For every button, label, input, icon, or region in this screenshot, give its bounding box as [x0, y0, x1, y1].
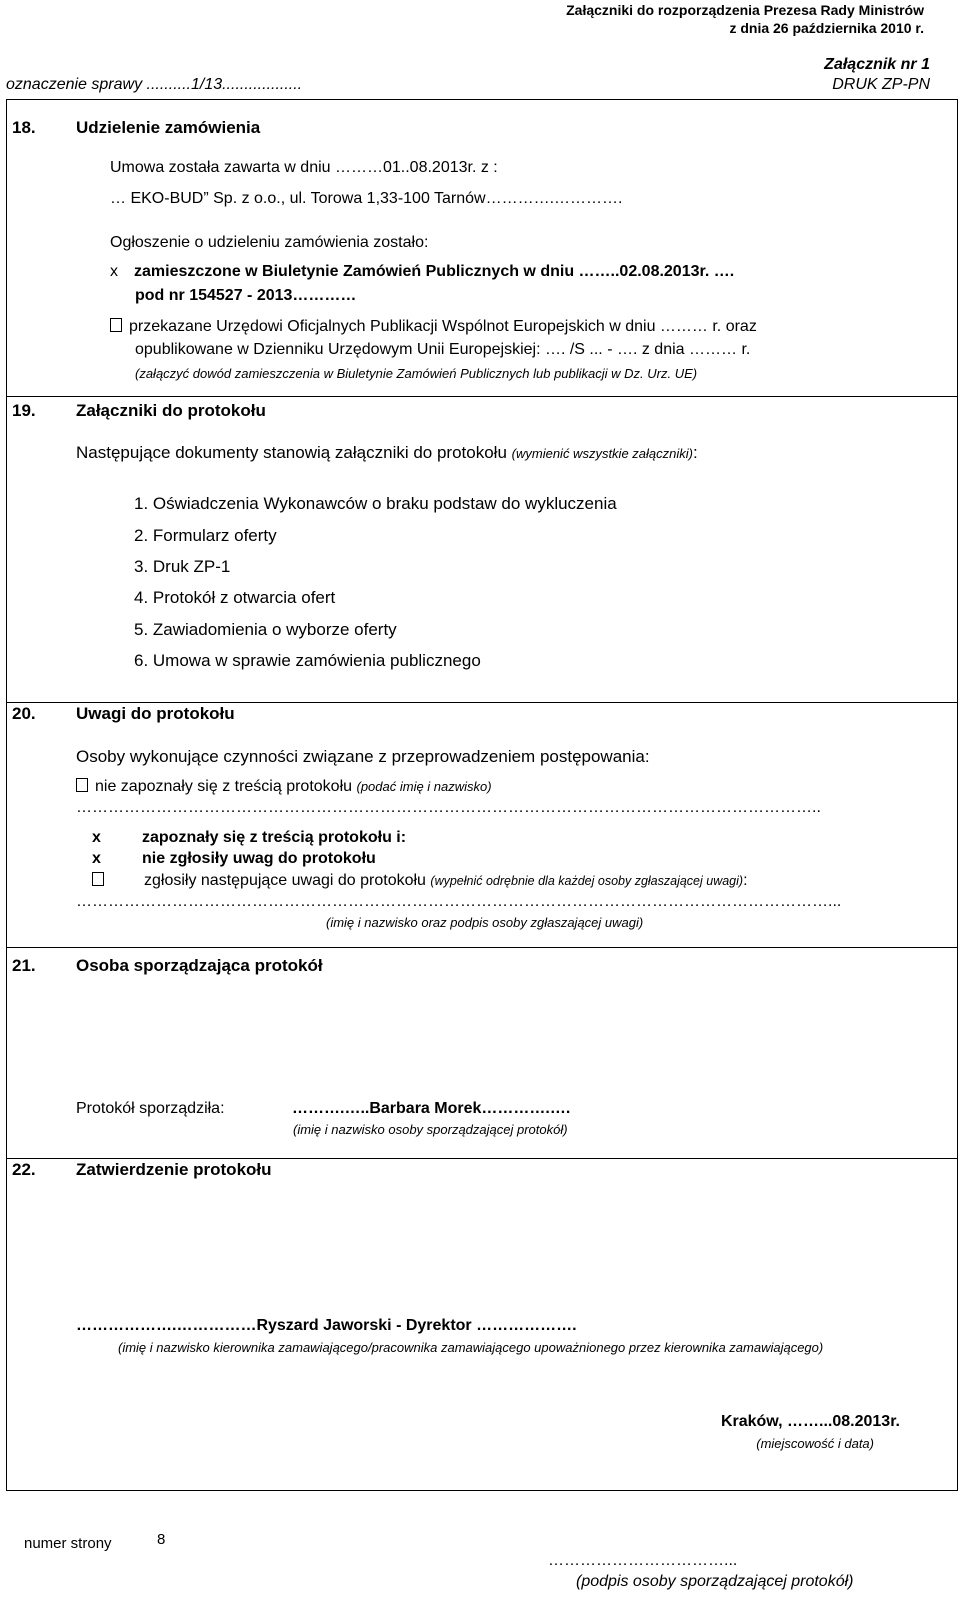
option-ojeu: [110, 318, 757, 336]
option-with-remarks: [92, 872, 748, 890]
section-title: Zatwierdzenie protokołu: [76, 1160, 272, 1179]
contractor-line: … EKO-BUD” Sp. z o.o., ul. Torowa 1,33-100 Tarnów………….………….: [110, 190, 623, 207]
section-number: 20.: [12, 704, 36, 723]
page-number: 8: [157, 1531, 166, 1548]
list-item: 6. Umowa w sprawie zamówienia publicznego: [134, 651, 481, 670]
remarks-signature-note: (imię i nazwisko oraz podpis osoby zgłaszającej uwagi): [326, 915, 644, 930]
signature-dots: ……………………………...: [548, 1552, 738, 1569]
list-item: 1. Oświadczenia Wykonawców o braku podstaw do wykluczenia: [134, 494, 617, 513]
option-text: zgłosiły następujące uwagi do protokołu: [144, 872, 426, 889]
option-bzp-text: zamieszczone w Biuletynie Zamówień Publicznych w dniu ……..02.08.2013r. ….: [134, 263, 735, 280]
bzp-number: pod nr 154527 - 2013…………: [135, 287, 357, 304]
option-ojeu-text: przekazane Urzędowi Oficjalnych Publikacji Wspólnot Europejskich w dniu ……… r. oraz: [129, 318, 757, 335]
section-title: Udzielenie zamówienia: [76, 118, 261, 137]
page-number-label: numer strony: [24, 1535, 112, 1552]
annex-number: Załącznik nr 1: [824, 56, 930, 73]
section-number: 21.: [12, 956, 36, 975]
option-colon: :: [743, 872, 748, 889]
option-no-remarks: [92, 850, 376, 868]
option-note: (podać imię i nazwisko): [356, 779, 492, 794]
form-code: DRUK ZP-PN: [832, 76, 930, 93]
ojeu-note: (załączyć dowód zamieszczenia w Biuletynie Zamówień Publicznych lub publikacji w Dz. Urz. UE): [135, 366, 698, 381]
signature-note: (podpis osoby sporządzającej protokół): [576, 1573, 854, 1590]
intro-text: Następujące dokumenty stanowią załączniki do protokołu: [76, 443, 507, 462]
intro-note: (wymienić wszystkie załączniki): [511, 446, 693, 461]
prepared-by-name: ……….…..Barbara Morek………….….: [292, 1100, 571, 1117]
option-text: nie zapoznały się z treścią protokołu: [95, 778, 353, 795]
notice-label: Ogłoszenie o udzieleniu zamówienia zostało:: [110, 234, 429, 251]
checked-mark: x: [92, 850, 101, 867]
section-number: 19.: [12, 401, 36, 420]
checked-mark: x: [92, 829, 101, 846]
regulation-line-2: z dnia 26 października 2010 r.: [729, 20, 924, 36]
option-bzp: [110, 263, 734, 281]
place-date: Kraków, ……...08.2013r.: [720, 1413, 900, 1430]
section-title: Uwagi do protokołu: [76, 704, 235, 723]
section-title: Osoba sporządzająca protokół: [76, 956, 323, 975]
contract-date-line: Umowa została zawarta w dniu ………01..08.2013r. z :: [110, 159, 498, 176]
place-date-note: (miejscowość i data): [756, 1436, 874, 1451]
option-note: (wypełnić odrębnie dla każdej osoby zgłaszającej uwagi): [430, 874, 744, 888]
section-number: 22.: [12, 1160, 36, 1179]
attachments-intro: [76, 443, 698, 463]
checkbox-empty-icon: [110, 318, 122, 332]
dotted-line: …………………………………………………………………………………………………………………………..: [76, 799, 821, 816]
option-text: nie zgłosiły uwag do protokołu: [142, 850, 376, 867]
checked-mark: x: [110, 263, 118, 280]
prepared-by-label: Protokół sporządziła:: [76, 1100, 225, 1117]
ojeu-publication-line: opublikowane w Dzienniku Urzędowym Unii Europejskiej: …. /S ... - …. z dnia ……… r.: [135, 341, 751, 358]
approver-line: ……………….……………Ryszard Jaworski - Dyrektor ……………….: [76, 1317, 577, 1334]
section-title: Załączniki do protokołu: [76, 401, 266, 420]
list-item: 2. Formularz oferty: [134, 526, 277, 545]
prepared-by-note: (imię i nazwisko osoby sporządzającej protokół): [293, 1122, 568, 1137]
intro-colon: :: [692, 443, 698, 462]
option-text: zapoznały się z treścią protokołu i:: [142, 829, 407, 846]
option-not-acquainted: [76, 778, 492, 796]
checkbox-empty-icon: [76, 778, 88, 792]
checkbox-empty-icon: [92, 872, 104, 886]
option-acquainted: [92, 829, 406, 847]
list-item: 4. Protokół z otwarcia ofert: [134, 588, 336, 607]
approver-note: (imię i nazwisko kierownika zamawiającego/pracownika zamawiającego upoważnionego przez kierownika zamawiającego): [118, 1340, 824, 1355]
section-number: 18.: [12, 118, 36, 137]
dotted-line: ……………………………………………………………………………………………………………………………...: [76, 893, 842, 910]
regulation-line-1: Załączniki do rozporządzenia Prezesa Rady Ministrów: [566, 2, 924, 18]
remarks-intro: Osoby wykonujące czynności związane z przeprowadzeniem postępowania:: [76, 747, 650, 766]
case-reference: oznaczenie sprawy ..........1/13..................: [6, 76, 303, 93]
list-item: 5. Zawiadomienia o wyborze oferty: [134, 620, 397, 639]
list-item: 3. Druk ZP-1: [134, 557, 231, 576]
